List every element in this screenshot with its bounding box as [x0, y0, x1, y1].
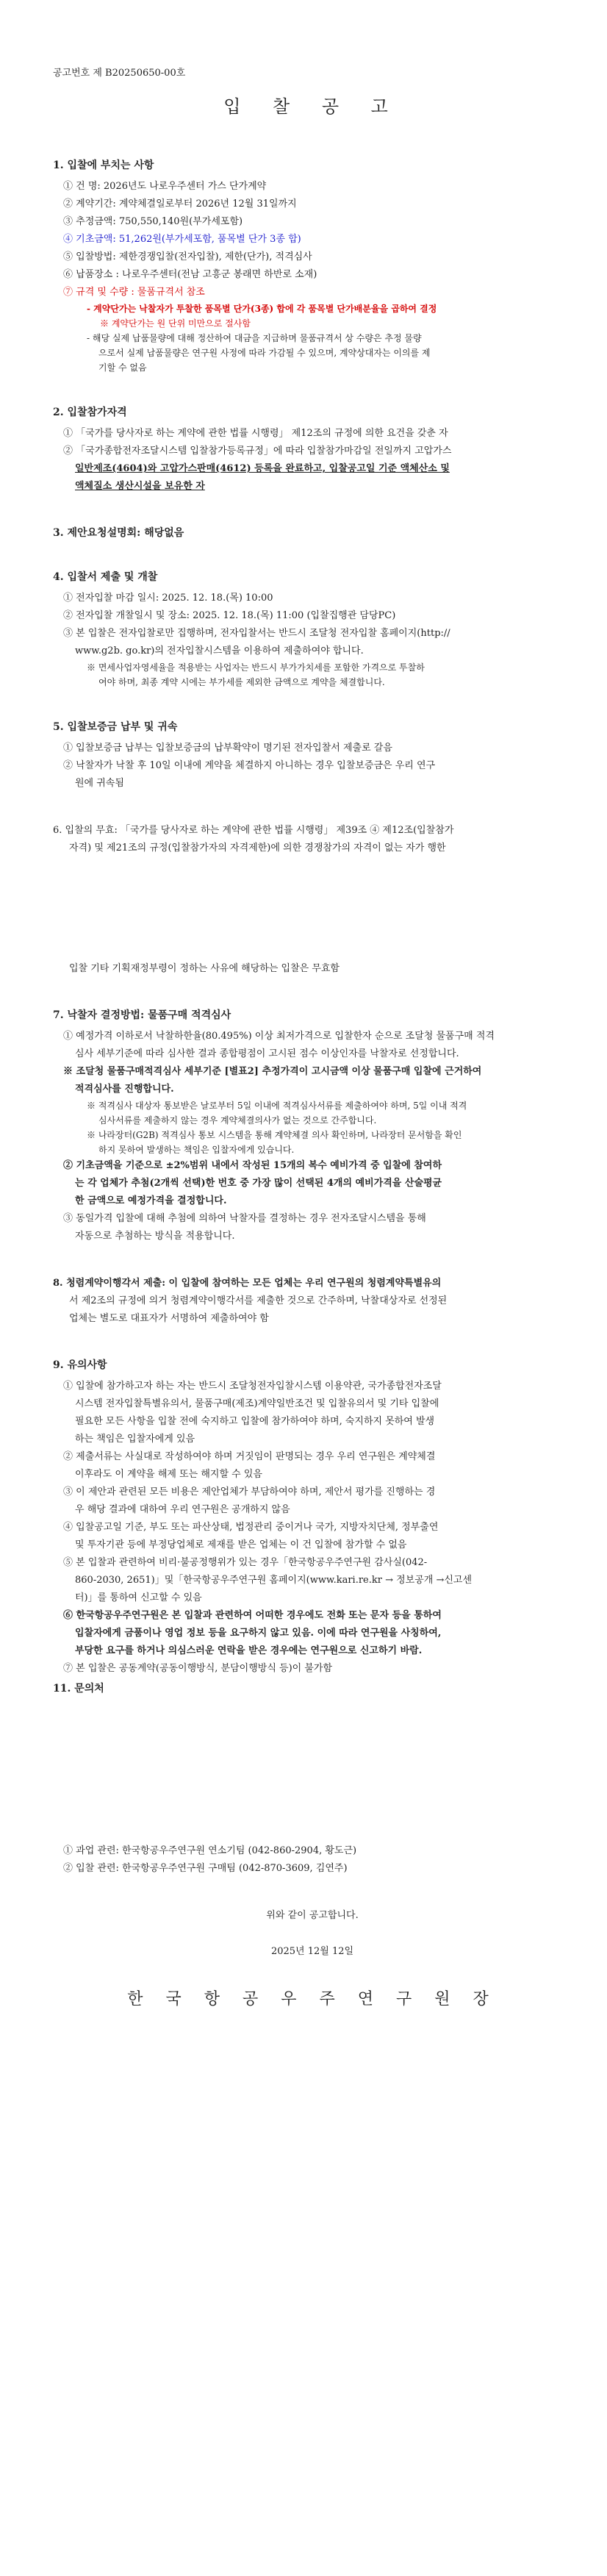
s8-line-a: 8. 청렴계약이행각서 제출: 이 입찰에 참여하는 모든 업체는 우리 연구원의 청렴계약특별유의	[53, 1278, 442, 1289]
issuer-name: 한 국 항 공 우 주 연 구 원 장	[127, 1990, 498, 2008]
section-9-title: 9. 유의사항	[53, 1359, 107, 1371]
s9-bold-1: 입찰자에게 금품이나 영업 정보 등을 요구하지 않고 있음. 이에 따라 연구원을 사칭하여,	[75, 1628, 442, 1639]
section-7	[53, 1007, 572, 1245]
s11-item-2: ② 입찰 관련: 한국항공우주연구원 구매팀 (042-870-3609, 김연주)	[63, 1863, 348, 1874]
section-3-title: 3. 제안요청설명회: 해당없음	[53, 527, 184, 539]
s7-note-2b: 심사서류를 제출하지 않는 경우 계약체결의사가 없는 것으로 간주합니다.	[98, 1115, 377, 1126]
s7-note-3a: ※ 나라장터(G2B) 적격심사 통보 시스템을 통해 계약체결 의사 확인하며, 나라장터 문서함을 확인	[87, 1130, 462, 1140]
s1-item-5: ⑤ 입찰방법: 제한경쟁입찰(전자입찰), 제한(단가), 적격심사	[63, 251, 312, 262]
section-4-title: 4. 입찰서 제출 및 개찰	[53, 571, 158, 583]
s7-note-2a: ※ 적격심사 대상자 통보받은 날로부터 5일 이내에 적격심사서류를 제출하여야 하며, 5일 이내 적격	[87, 1101, 467, 1111]
s9-bold-0: ⑥ 한국항공우주연구원은 본 입찰과 관련하여 어떠한 경우에도 전화 또는 문자 등을 통하여	[63, 1610, 442, 1621]
s6-line-b: 자격) 및 제21조의 규정(입찰참가자의 자격제한)에 의한 경쟁참가의 자격이 없는 자가 행한	[69, 842, 446, 854]
notice-number: 공고번호 제 B20250650-00호	[53, 68, 186, 79]
s7-note-1b: 적격심사를 진행합니다.	[75, 1084, 174, 1095]
s9-line-7: 우 해당 결과에 대하여 우리 연구원은 공개하지 않음	[75, 1504, 290, 1515]
s6-line-c: 입찰 기타 기획재정부령이 정하는 사유에 해당하는 입찰은 무효함	[69, 963, 340, 974]
s7-item-2a: ② 기초금액을 기준으로 ±2%범위 내에서 작성된 15개의 복수 예비가격 중 입찰에 참여하	[63, 1160, 442, 1171]
s5-item-2a: ② 낙찰자가 낙찰 후 10일 이내에 계약을 체결하지 아니하는 경우 입찰보증금은 우리 연구	[63, 760, 436, 771]
section-9	[53, 1357, 572, 1695]
s6-line-a: 6. 입찰의 무효: 「국가를 당사자로 하는 계약에 관한 법률 시행령」 제39조 ④ 제12조(입찰참가	[53, 825, 454, 836]
s7-note-3b: 하지 못하여 발생하는 책임은 입찰자에게 있습니다.	[98, 1145, 295, 1155]
section-7-title: 7. 낙찰자 결정방법: 물품구매 적격심사	[53, 1009, 231, 1021]
s4-item-3a: ③ 본 입찰은 전자입찰로만 집행하며, 전자입찰서는 반드시 조달청 전자입찰 홈페이지(http://	[63, 628, 450, 639]
s2-item-2a: ② 「국가종합전자조달시스템 입찰참가등록규정」에 따라 입찰참가마감일 전일까지 고압가스	[63, 446, 452, 457]
s9-line-6: ③ 이 제안과 관련된 모든 비용은 제안업체가 부담하여야 하며, 제안서 평가를 진행하는 경	[63, 1486, 436, 1498]
s9-last: ⑦ 본 입찰은 공동계약(공동이행방식, 분담이행방식 등)이 불가함	[63, 1663, 333, 1674]
section-2-title: 2. 입찰참가자격	[53, 407, 127, 418]
section-6	[53, 822, 572, 978]
s9-line-9: 및 투자기관 등에 부정당업체로 제재를 받은 업체는 이 건 입찰에 참가할 수 없음	[75, 1539, 407, 1550]
s9-line-3: 하는 책임은 입찰자에게 있음	[75, 1434, 195, 1445]
s9-line-4: ② 제출서류는 사실대로 작성하여야 하며 거짓임이 판명되는 경우 우리 연구원은 계약체결	[63, 1451, 436, 1462]
section-2	[53, 404, 572, 495]
page-title: 입 찰 공 고	[223, 96, 401, 117]
s11-item-1: ① 과업 관련: 한국항공우주연구원 연소기팀 (042-860-2904, 황도근)	[63, 1845, 357, 1856]
s9-line-0: ① 입찰에 참가하고자 하는 자는 반드시 조달청전자입찰시스템 이용약관, 국가종합전자조달	[63, 1381, 442, 1392]
section-8	[53, 1275, 572, 1328]
s8-line-b: 서 제2조의 규정에 의거 청렴계약이행각서를 제출한 것으로 간주하며, 낙찰대상자로 선정된	[69, 1295, 448, 1306]
section-5-title: 5. 입찰보증금 납부 및 귀속	[53, 721, 178, 733]
s4-item-2: ② 전자입찰 개찰일시 및 장소: 2025. 12. 18.(목) 11:00 (입찰집행관 담당PC)	[63, 610, 396, 621]
contact-gap	[53, 1725, 572, 1842]
s1-red-note: ※ 계약단가는 원 단위 미만으로 절사함	[100, 318, 251, 329]
s8-line-c: 업체는 별도로 대표자가 서명하여 제출하여야 함	[69, 1313, 269, 1324]
section-1	[53, 157, 572, 375]
section-4	[53, 569, 572, 690]
s7-item-1a: ① 예정가격 이하로서 낙찰하한율(80.495%) 이상 최저가격으로 입찰한자 순으로 조달청 물품구매 적격	[63, 1031, 495, 1042]
section-11-title: 11. 문의처	[53, 1683, 104, 1695]
s9-bold-2: 부당한 요구를 하거나 의심스러운 연락을 받은 경우에는 연구원으로 신고하기 바람.	[75, 1645, 423, 1656]
s9-line-8: ④ 입찰공고일 기준, 부도 또는 파산상태, 법정관리 중이거나 국가, 지방자치단체, 정부출연	[63, 1522, 439, 1533]
s2-item-2b: 일반제조(4604)와 고압가스판매(4612) 등록을 완료하고, 입찰공고일 기준 액체산소 및	[75, 463, 450, 474]
s7-item-2c: 한 금액으로 예정가격을 결정합니다.	[75, 1195, 227, 1206]
section-1-title: 1. 입찰에 부치는 사항	[53, 160, 154, 171]
s7-item-3a: ③ 동일가격 입찰에 대해 추첨에 의하여 낙찰자를 결정하는 경우 전자조달시스템을 통해	[63, 1213, 426, 1224]
s1-item-2: ② 계약기간: 계약체결일로부터 2026년 12월 31일까지	[63, 198, 297, 210]
section-5	[53, 719, 572, 793]
s9-line-5: 이후라도 이 계약을 해제 또는 해지할 수 있음	[75, 1469, 262, 1480]
s7-item-2b: 는 각 업체가 추첨(2개씩 선택)한 번호 중 가장 많이 선택된 4개의 예비가격을 산술평균	[75, 1178, 442, 1189]
s1-item-7: ⑦ 규격 및 수량 : 물품규격서 참조	[63, 287, 205, 298]
s9-line-2: 필요한 모든 사항을 입찰 전에 숙지하고 입찰에 참가하여야 하며, 숙지하지 못하여 발생	[75, 1416, 435, 1427]
s9-line-11: 860-2030, 2651)」및「한국항공우주연구원 홈페이지(www.kari.re.kr → 정보공개 →신고센	[75, 1575, 473, 1586]
s9-line-1: 시스템 전자입찰특별유의서, 물품구매(제조)계약일반조건 및 입찰유의서 및 기타 입찰에	[75, 1398, 439, 1409]
s1-dash2-b: 으로서 실제 납품물량은 연구원 사정에 따라 가감될 수 있으며, 계약상대자는 이의를 제	[98, 348, 431, 358]
s1-dash2-a: - 해당 실제 납품물량에 대해 정산하여 대금을 지급하며 물품규격서 상 수량은 추정 물량	[87, 333, 422, 343]
section-3	[53, 525, 572, 540]
s7-item-1b: 심사 세부기준에 따라 심사한 결과 종합평점이 고시된 점수 이상인자를 낙찰자로 선정합니다.	[75, 1048, 459, 1059]
s1-item-6: ⑥ 납품장소 : 나로우주센터(전남 고흥군 봉래면 하반로 소재)	[63, 269, 317, 280]
s2-item-1: ① 「국가를 당사자로 하는 계약에 관한 법률 시행령」 제12조의 규정에 의한 요건을 갖춘 자	[63, 428, 448, 439]
s1-item-3: ③ 추정금액: 750,550,140원(부가세포함)	[63, 216, 243, 227]
section-11	[53, 1842, 572, 1878]
s1-item-1: ① 건 명: 2026년도 나로우주센터 가스 단가계약	[63, 181, 267, 192]
s4-item-1: ① 전자입찰 마감 일시: 2025. 12. 18.(목) 10:00	[63, 593, 273, 604]
s1-red-line: - 계약단가는 낙찰자가 투찰한 품목별 단가(3종) 합에 각 품목별 단가배분율을 곱하여 결정	[87, 304, 437, 314]
s1-item-4: ④ 기초금액: 51,262원(부가세포함, 품목별 단가 3종 합)	[63, 234, 301, 245]
s6-gap	[53, 857, 572, 960]
closing-text: 위와 같이 공고합니다.	[266, 1910, 359, 1921]
s1-dash2-c: 기할 수 없음	[98, 362, 147, 373]
s4-note-b: 여야 하며, 최종 계약 시에는 부가세를 제외한 금액으로 계약을 체결합니다.	[98, 677, 385, 687]
s2-item-2c: 액체질소 생산시설을 보유한 자	[75, 481, 205, 492]
s9-line-10: ⑤ 본 입찰과 관련하여 비리·불공정행위가 있는 경우「한국항공우주연구원 감사실(042-	[63, 1557, 428, 1568]
s9-line-12: 터)」를 통하여 신고할 수 있음	[75, 1592, 202, 1603]
s4-item-3b: www.g2b. go.kr)의 전자입찰시스템을 이용하여 제출하여야 합니다.	[75, 645, 364, 656]
s7-note-1a: ※ 조달청 물품구매적격심사 세부기준 [별표2] 추정가격이 고시금액 이상 물품구매 입찰에 근거하여	[63, 1066, 482, 1077]
s5-item-1: ① 입찰보증금 납부는 입찰보증금의 납부확약이 명기된 전자입찰서 제출로 갈음	[63, 743, 392, 754]
s4-note-a: ※ 면세사업자영세율을 적용받는 사업자는 반드시 부가가치세를 포함한 가격으로 투찰하	[87, 662, 425, 673]
notice-date: 2025년 12월 12일	[270, 1946, 354, 1957]
s5-item-2b: 원에 귀속됨	[75, 778, 124, 789]
s7-item-3b: 자동으로 추첨하는 방식을 적용합니다.	[75, 1231, 235, 1242]
